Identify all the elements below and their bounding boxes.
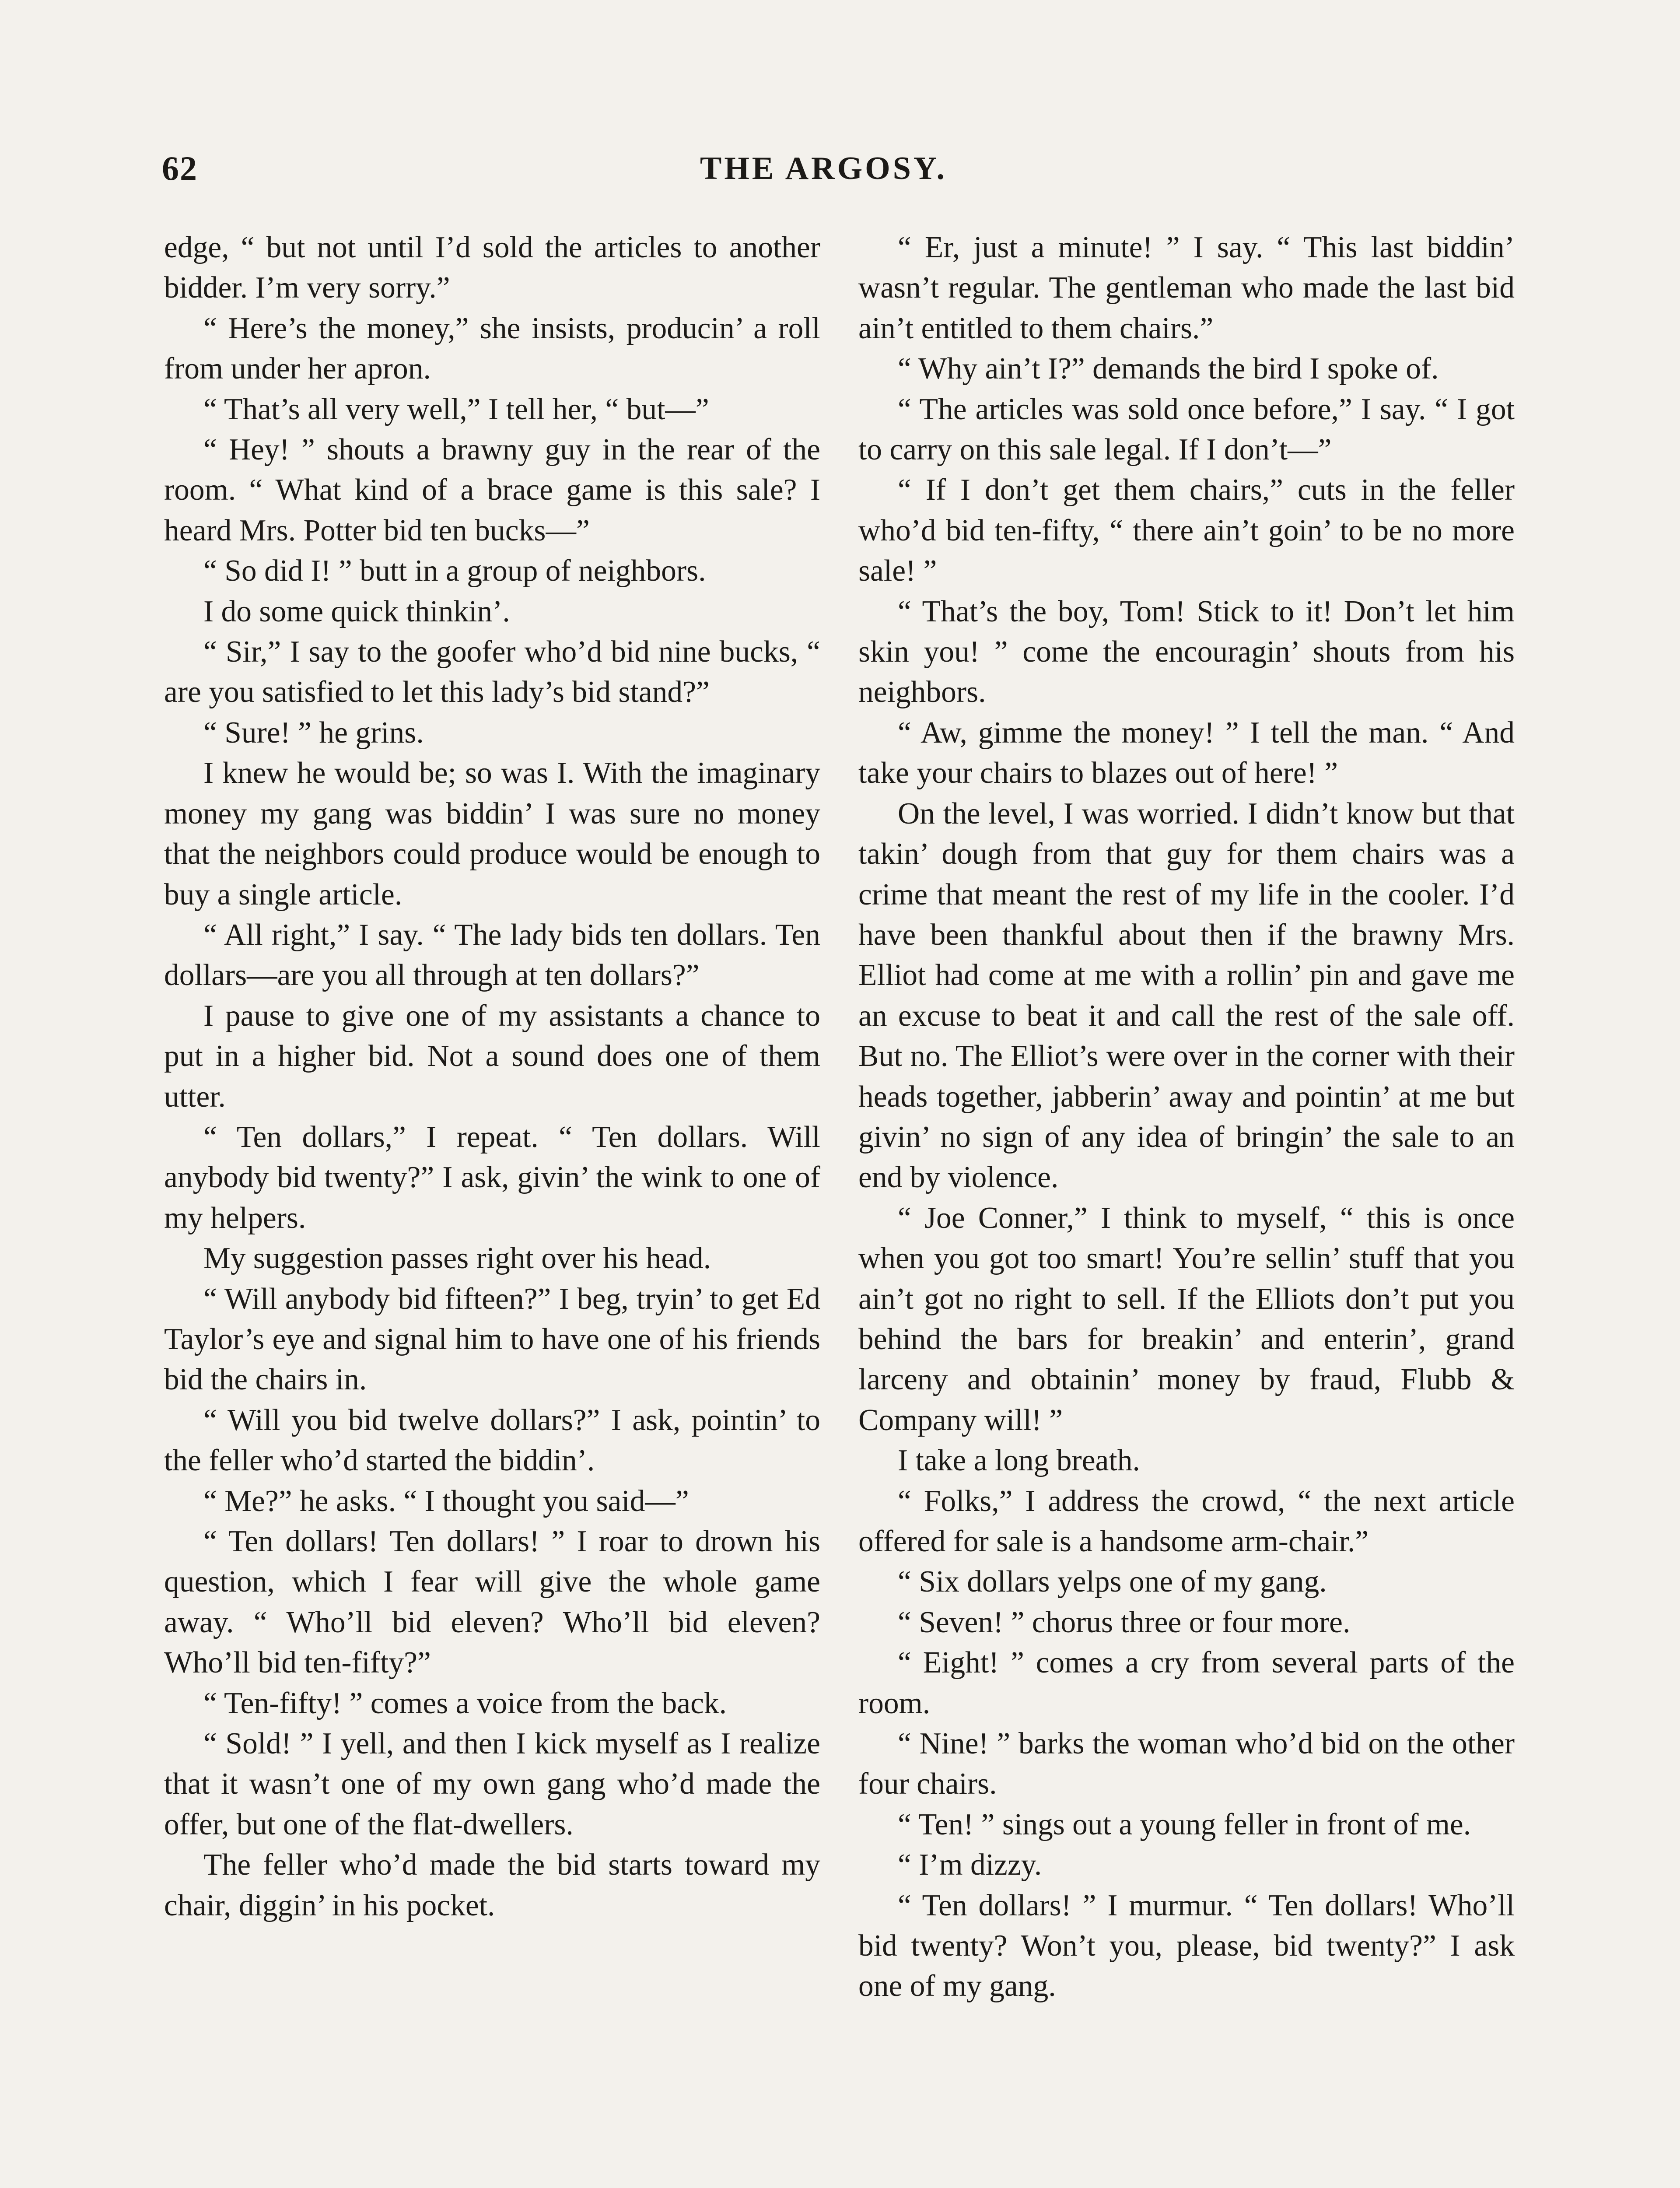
- paragraph: “ So did I! ” butt in a group of neighbors.: [203, 554, 706, 588]
- paragraph: The feller who’d made the bid starts toward my chair, diggin’ in his pocket.: [164, 1848, 820, 1922]
- paragraph: “ Why ain’t I?” demands the bird I spoke of.: [898, 352, 1439, 386]
- paragraph: I do some quick thinkin’.: [203, 594, 510, 628]
- paragraph: “ Ten! ” sings out a young feller in front of me.: [898, 1807, 1471, 1841]
- paragraph: “ Joe Conner,” I think to myself, “ this is once when you got too smart! You’re sellin’ stuff that you ain’t got no right to sell. If the Elliots don’t put you behind the bars for breakin’ and enterin’, grand larceny and obtainin’ money by fraud, Flubb & Company will! ”: [858, 1201, 1515, 1437]
- paragraph: “ Six dollars yelps one of my gang.: [898, 1565, 1327, 1599]
- paragraph: “ Er, just a minute! ” I say. “ This last biddin’ wasn’t regular. The gentleman who made the last bid ain’t entitled to them chairs.”: [858, 231, 1515, 345]
- right-column: [858, 228, 1515, 2188]
- paragraph: I take a long breath.: [898, 1444, 1140, 1478]
- paragraph: “ Me?” he asks. “ I thought you said—”: [203, 1484, 689, 1518]
- paragraph: “ Nine! ” barks the woman who’d bid on the other four chairs.: [858, 1727, 1515, 1801]
- paragraph: “ Seven! ” chorus three or four more.: [898, 1605, 1351, 1639]
- paragraph: “ Hey! ” shouts a brawny guy in the rear of the room. “ What kind of a brace game is this sale? I heard Mrs. Potter bid ten bucks—”: [164, 433, 820, 547]
- page-number: 62: [162, 149, 198, 187]
- paragraph: I pause to give one of my assistants a chance to put in a higher bid. Not a sound does one of them utter.: [164, 999, 820, 1114]
- running-title: THE ARGOSY.: [700, 151, 947, 186]
- paragraph: “ All right,” I say. “ The lady bids ten dollars. Ten dollars—are you all through at ten dollars?”: [164, 918, 820, 992]
- paragraph: “ Sold! ” I yell, and then I kick myself as I realize that it wasn’t one of my own gang who’d made the offer, but one of the flat-dwellers.: [164, 1727, 820, 1841]
- left-column: [164, 228, 820, 2188]
- paragraph: “ Ten-fifty! ” comes a voice from the back.: [203, 1686, 727, 1720]
- paragraph: “ Folks,” I address the crowd, “ the next article offered for sale is a handsome arm-chair.”: [858, 1484, 1515, 1558]
- paragraph: “ That’s the boy, Tom! Stick to it! Don’t let him skin you! ” come the encouragin’ shouts from his neighbors.: [858, 594, 1515, 709]
- paragraph: “ The articles was sold once before,” I say. “ I got to carry on this sale legal. If I don’t—”: [858, 392, 1515, 467]
- paragraph: “ If I don’t get them chairs,” cuts in the feller who’d bid ten-fifty, “ there ain’t goin’ to be no more sale! ”: [858, 473, 1515, 588]
- paragraph: “ Sure! ” he grins.: [203, 715, 424, 750]
- paragraph: “ Will anybody bid fifteen?” I beg, tryin’ to get Ed Taylor’s eye and signal him to have one of his friends bid the chairs in.: [164, 1282, 820, 1397]
- paragraph: “ Ten dollars! Ten dollars! ” I roar to drown his question, which I fear will give the whole game away. “ Who’ll bid eleven? Who’ll bid eleven? Who’ll bid ten-fifty?”: [164, 1525, 820, 1680]
- paragraph: On the level, I was worried. I didn’t know but that takin’ dough from that guy for them chairs was a crime that meant the rest of my life in the cooler. I’d have been thankful about then if the brawny Mrs. Elliot had come at me with a rollin’ pin and gave me an excuse to beat it and call the rest of the sale off. But no. The Elliot’s were over in the corner with their heads together, jabberin’ away and pointin’ at me but givin’ no sign of any idea of bringin’ the sale to an end by violence.: [858, 796, 1515, 1195]
- paragraph: “ I’m dizzy.: [898, 1848, 1042, 1882]
- paragraph: My suggestion passes right over his head.: [203, 1241, 711, 1276]
- page-header: [162, 144, 1518, 197]
- paragraph: edge, “ but not until I’d sold the articles to another bidder. I’m very sorry.”: [164, 231, 820, 305]
- paragraph: “ Sir,” I say to the goofer who’d bid nine bucks, “ are you satisfied to let this lady’s bid stand?”: [164, 635, 820, 709]
- paragraph: “ Will you bid twelve dollars?” I ask, pointin’ to the feller who’d started the biddin’.: [164, 1403, 820, 1478]
- paragraph: “ Ten dollars! ” I murmur. “ Ten dollars! Who’ll bid twenty? Won’t you, please, bid twenty?” I ask one of my gang.: [858, 1888, 1515, 2003]
- paragraph: “ Eight! ” comes a cry from several parts of the room.: [858, 1646, 1515, 1720]
- paragraph: “ Ten dollars,” I repeat. “ Ten dollars. Will anybody bid twenty?” I ask, givin’ the wink to one of my helpers.: [164, 1120, 820, 1235]
- paragraph: “ Aw, gimme the money! ” I tell the man. “ And take your chairs to blazes out of here! ”: [858, 715, 1515, 790]
- paragraph: I knew he would be; so was I. With the imaginary money my gang was biddin’ I was sure no money that the neighbors could produce would be enough to buy a single article.: [164, 756, 820, 912]
- paragraph: “ Here’s the money,” she insists, producin’ a roll from under her apron.: [164, 311, 820, 386]
- paragraph: “ That’s all very well,” I tell her, “ but—”: [203, 392, 709, 426]
